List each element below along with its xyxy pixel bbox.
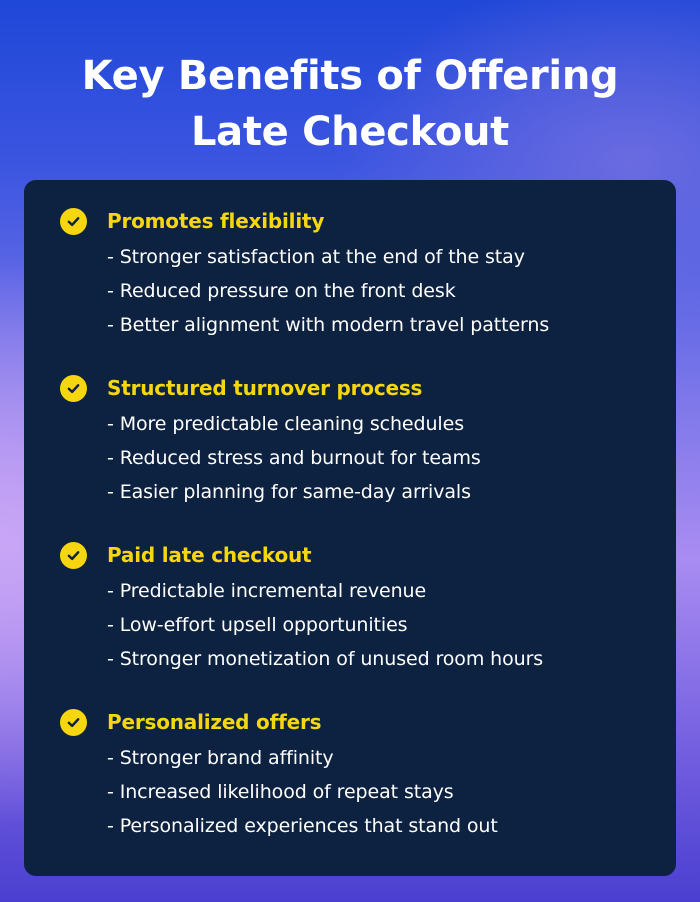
list-item: - Better alignment with modern travel patterns	[107, 314, 550, 336]
list-item: - Personalized experiences that stand out	[107, 815, 498, 837]
list-item: - Reduced stress and burnout for teams	[107, 447, 481, 469]
benefit-section	[60, 206, 676, 342]
check-circle-icon	[60, 375, 87, 402]
list-item: - Increased likelihood of repeat stays	[107, 781, 454, 803]
list-item: - Stronger brand affinity	[107, 747, 334, 769]
check-circle-icon	[60, 542, 87, 569]
check-circle-icon	[60, 208, 87, 235]
list-item: - Easier planning for same-day arrivals	[107, 481, 471, 503]
benefit-section	[60, 540, 676, 676]
section-items	[107, 240, 676, 342]
title-line-2: Late Checkout	[190, 109, 510, 155]
section-header	[60, 707, 676, 737]
section-header	[60, 540, 676, 570]
benefit-section	[60, 373, 676, 509]
section-items	[107, 407, 676, 509]
section-items	[107, 574, 676, 676]
list-item: - Low-effort upsell opportunities	[107, 614, 408, 636]
list-item: - More predictable cleaning schedules	[107, 413, 464, 435]
list-item: - Reduced pressure on the front desk	[107, 280, 456, 302]
benefit-section	[60, 707, 676, 843]
section-heading: Structured turnover process	[107, 376, 423, 400]
section-items	[107, 741, 676, 843]
section-heading: Personalized offers	[107, 710, 322, 734]
list-item: - Stronger satisfaction at the end of the stay	[107, 246, 525, 268]
section-header	[60, 373, 676, 403]
section-heading: Paid late checkout	[107, 543, 312, 567]
list-item: - Predictable incremental revenue	[107, 580, 427, 602]
page-title	[0, 48, 700, 160]
list-item: - Stronger monetization of unused room hours	[107, 648, 544, 670]
title-line-1: Key Benefits of Offering	[81, 53, 619, 99]
section-header	[60, 206, 676, 236]
benefits-card	[24, 180, 676, 876]
check-circle-icon	[60, 709, 87, 736]
section-heading: Promotes flexibility	[107, 209, 325, 233]
